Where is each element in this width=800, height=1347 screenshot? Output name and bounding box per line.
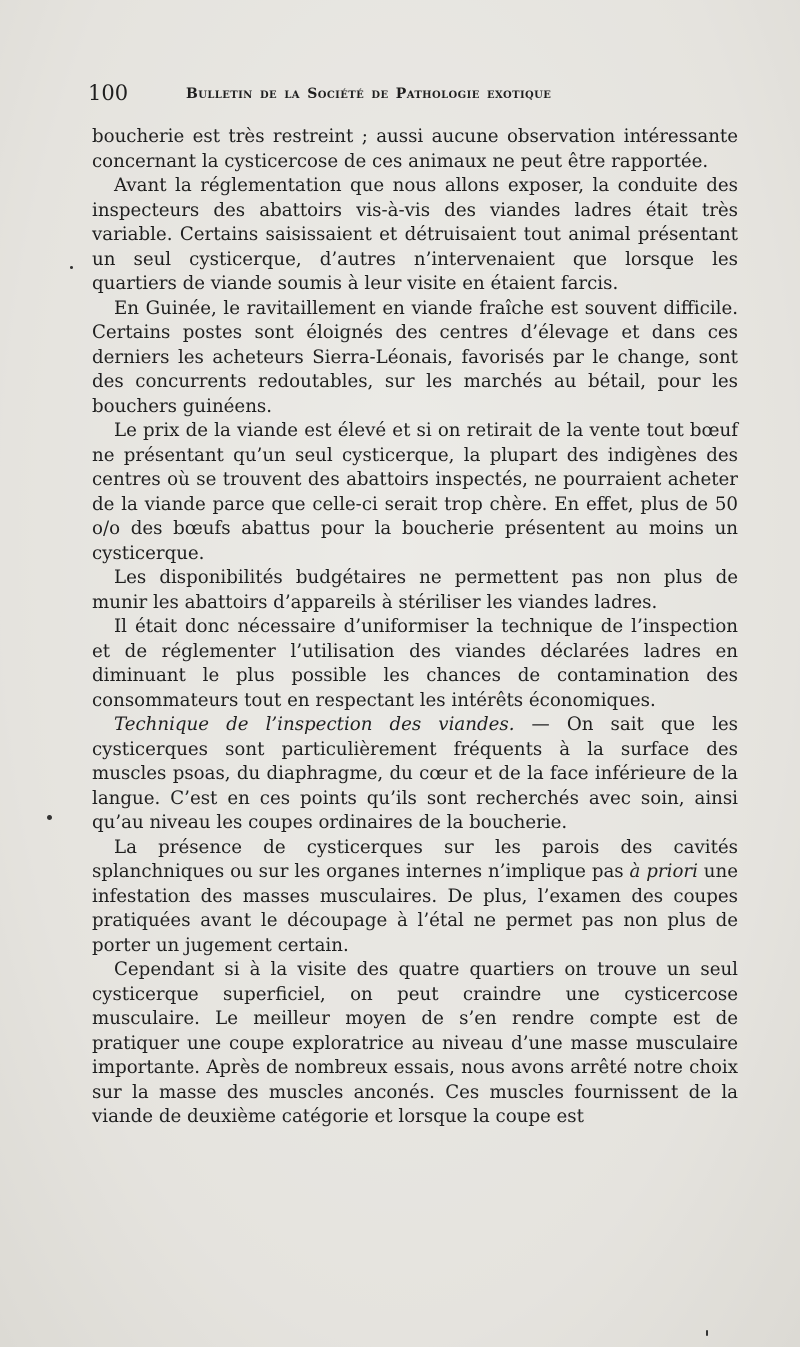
paragraph-text: une infestation des masses musculaires. De plus, l’examen des coupes pratiquées avant le découpage à l’étal ne permet pas non plus de porter un jugement certain. <box>92 861 738 956</box>
paragraph <box>92 836 738 959</box>
paragraph: Les disponibilités budgétaires ne permettent pas non plus de munir les abattoirs d’appareils à stériliser les viandes ladres. <box>92 567 738 613</box>
paper-speck <box>47 815 52 820</box>
paper-speck <box>70 266 73 269</box>
section-title: Technique de l’inspection des viandes. <box>114 714 515 735</box>
italic-phrase: à priori <box>629 861 698 882</box>
paragraph: Il était donc nécessaire d’uniformiser la technique de l’inspection et de réglementer l’utilisation des viandes déclarées ladres en diminuant le plus possible les chances de contamination des consommateurs tout en respectant les intérêts économiques. <box>92 616 738 711</box>
paragraph: Avant la réglementation que nous allons exposer, la conduite des inspecteurs des abattoirs vis-à-vis des viandes ladres était très variable. Certains saisissaient et détruisaient tout animal présentant un seul cysticerque, d’autres n’intervenaient que lorsque les quartiers de viande soumis à leur visite en étaient farcis. <box>92 175 738 294</box>
paragraph: boucherie est très restreint ; aussi aucune observation intéressante concernant la cysticercose de ces animaux ne peut être rapportée. <box>92 126 738 172</box>
paragraph-text: — On sait que les cysticerques sont particulièrement fréquents à la surface des muscles psoas, du diaphragme, du cœur et de la face inférieure de la langue. C’est en ces points qu’ils sont recherchés avec soin, ainsi qu’au niveau les coupes ordinaires de la boucherie. <box>92 714 738 833</box>
paragraph: En Guinée, le ravitaillement en viande fraîche est souvent difficile. Certains postes sont éloignés des centres d’élevage et dans ces derniers les acheteurs Sierra-Léonais, favorisés par le change, sont des concurrents redoutables, sur les marchés au bétail, pour les bouchers guinéens. <box>92 297 738 417</box>
paper-speck <box>706 1330 708 1336</box>
page-header <box>88 80 740 108</box>
paragraph: Le prix de la viande est élevé et si on retirait de la vente tout bœuf ne présentant qu’un seul cysticerque, la plupart des indigènes des centres où se trouvent des abattoirs inspectés, ne pourraient acheter de la viande parce que celle-ci serait trop chère. En effet, plus de 50 o/o des bœufs abattus pour la boucherie présentent au moins un cysticerque. <box>92 420 738 564</box>
paragraph: Cependant si à la visite des quatre quartiers on trouve un seul cysticerque superficiel, on peut craindre une cysticercose musculaire. Le meilleur moyen de s’en rendre compte est de pratiquer une coupe exploratrice au niveau d’une masse musculaire importante. Après de nombreux essais, nous avons arrêté notre choix sur la masse des muscles anconés. Ces muscles fournissent de la viande de deuxième catégorie et lorsque la coupe est <box>92 959 738 1127</box>
article-body <box>92 125 738 1130</box>
paragraph <box>92 713 738 836</box>
running-title: Bulletin de la Société de Pathologie exotique <box>186 86 552 102</box>
page-number: 100 <box>88 81 129 105</box>
paragraph-text: La présence de cysticerques sur les parois des cavités splanchniques ou sur les organes internes n’implique pas <box>92 836 738 882</box>
